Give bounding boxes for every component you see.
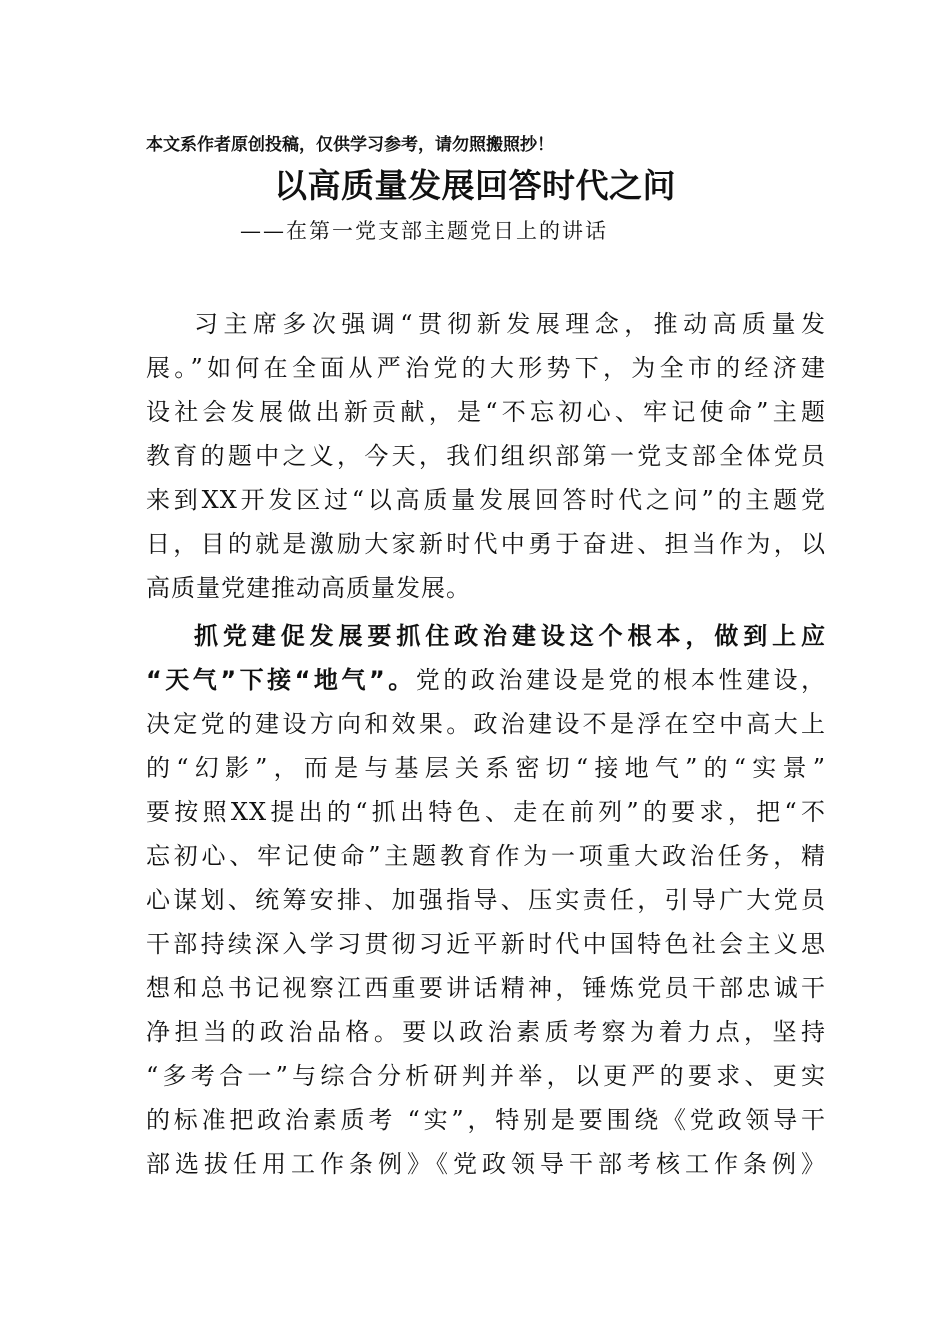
paragraph-line: 要按照XX提出的“抓出特色、走在前列”的要求，把“不 bbox=[146, 798, 826, 826]
paragraph-line: 的“幻影”，而是与基层关系密切“接地气”的“实景” bbox=[146, 754, 826, 782]
paragraph-line: 净担当的政治品格。要以政治素质考察为着力点，坚持 bbox=[146, 1018, 826, 1046]
paragraph-line: 忘初心、牢记使命”主题教育作为一项重大政治任务，精 bbox=[146, 842, 826, 870]
document-title: 以高质量发展回答时代之问 bbox=[274, 166, 676, 205]
paragraph-line-mixed bbox=[146, 658, 826, 702]
paragraph-line: 设社会发展做出新贡献，是“不忘初心、牢记使命”主题 bbox=[146, 398, 826, 426]
paragraph-line: 的标准把政治素质考 “实”，特别是要围绕《党政领导干 bbox=[146, 1106, 826, 1134]
paragraph-line: 决定党的建设方向和效果。政治建设不是浮在空中高大上 bbox=[146, 710, 826, 738]
copyright-notice: 本文系作者原创投稿，仅供学习参考，请勿照搬照抄！ bbox=[146, 135, 554, 155]
paragraph-political-building bbox=[146, 614, 826, 1186]
paragraph-line: 高质量党建推动高质量发展。 bbox=[146, 574, 471, 602]
paragraph-line: 展。”如何在全面从严治党的大形势下，为全市的经济建 bbox=[146, 354, 826, 382]
paragraph-line: 想和总书记视察江西重要讲话精神，锤炼党员干部忠诚干 bbox=[146, 974, 826, 1002]
paragraph-intro bbox=[146, 302, 826, 610]
paragraph-line: 来到XX开发区过“以高质量发展回答时代之问”的主题党 bbox=[146, 486, 826, 514]
paragraph-line: 习主席多次强调“贯彻新发展理念，推动高质量发 bbox=[194, 310, 826, 338]
paragraph-lead-line: 抓党建促发展要抓住政治建设这个根本，做到上应 bbox=[194, 622, 826, 650]
paragraph-line: 日，目的就是激励大家新时代中勇于奋进、担当作为，以 bbox=[146, 530, 826, 558]
paragraph-line: 干部持续深入学习贯彻习近平新时代中国特色社会主义思 bbox=[146, 930, 826, 958]
document-subtitle: ——在第一党支部主题党日上的讲话 bbox=[240, 219, 608, 243]
paragraph-line: 心谋划、统筹安排、加强指导、压实责任，引导广大党员 bbox=[146, 886, 826, 914]
paragraph-line: 部选拔任用工作条例》《党政领导干部考核工作条例》 bbox=[146, 1150, 826, 1178]
paragraph-line: 教育的题中之义，今天，我们组织部第一党支部全体党员 bbox=[146, 442, 826, 470]
paragraph-lead-heading-end: “天气”下接“地气”。 bbox=[146, 666, 416, 694]
paragraph-line: “多考合一”与综合分析研判并举，以更严的要求、更实 bbox=[146, 1062, 826, 1090]
paragraph-lead-rest: 党的政治建设是党的根本性建设， bbox=[415, 666, 827, 694]
